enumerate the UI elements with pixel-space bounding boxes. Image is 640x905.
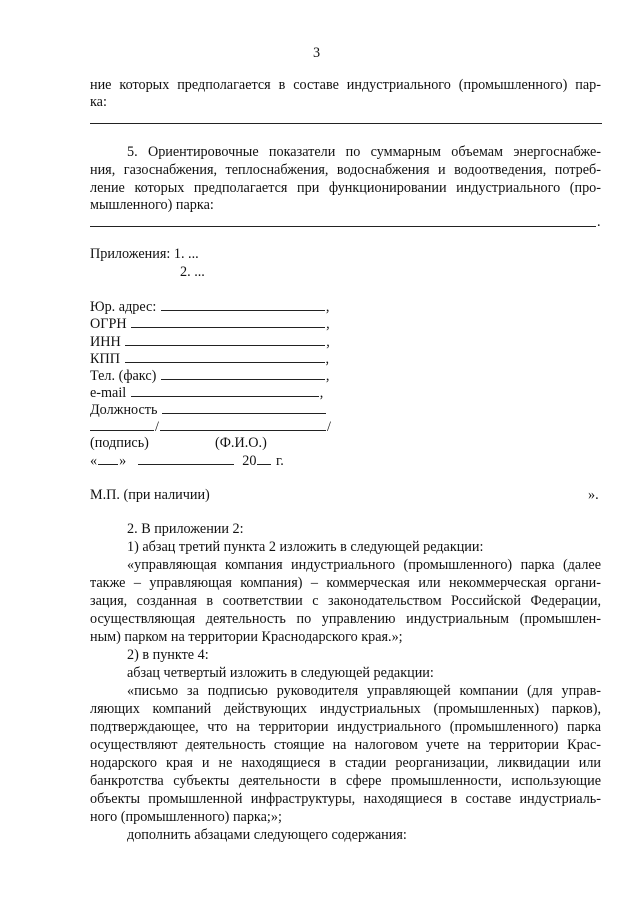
name-blank xyxy=(160,418,326,431)
amendment-text-13: ного (промышленного) парка;»; xyxy=(90,809,282,825)
amendment-text-4: осуществляющая деятельность по управлению индустриальным (промышлен- xyxy=(90,611,601,627)
amendment-text-11: банкротства субъекты деятельности в сфере промышленности, использующие xyxy=(90,773,601,789)
stamp-close-quote: ». xyxy=(588,487,599,503)
section5-line-3: ление которых предполагается при функционировании индустриального (про- xyxy=(90,180,601,196)
address-comma: , xyxy=(325,299,330,315)
amendment-text-3: зация, созданная в соответствии с законодательством Российской Федерации, xyxy=(90,593,601,609)
position-row xyxy=(90,401,327,419)
section4-line-1: ние которых предполагается в составе индустриального (промышленного) пар- xyxy=(90,77,601,93)
signature-caption: (подпись) xyxy=(90,435,149,451)
section4-line-2: ка: xyxy=(90,94,107,110)
kpp-label: КПП xyxy=(90,351,120,367)
date-open-quote: « xyxy=(90,453,98,469)
section5-end-period: . xyxy=(597,214,601,230)
kpp-comma: , xyxy=(325,351,330,367)
phone-label: Тел. (факс) xyxy=(90,368,157,384)
signature-blank xyxy=(90,418,154,431)
name-caption: (Ф.И.О.) xyxy=(215,435,267,451)
email-blank xyxy=(131,384,319,397)
phone-comma: , xyxy=(325,368,330,384)
date-row xyxy=(90,452,284,470)
signature-slash-1: / xyxy=(155,419,159,435)
address-blank xyxy=(161,298,325,311)
month-blank xyxy=(138,452,234,465)
amendment-text-14: дополнить абзацами следующего содержания: xyxy=(127,827,407,843)
amendment-text-8: подтверждающее, что на территории индустриального (промышленного) парка xyxy=(90,719,601,735)
section5-line-2: ния, газоснабжения, теплоснабжения, водоснабжения и водоотведения, потреб- xyxy=(90,162,601,178)
phone-blank xyxy=(161,367,325,380)
amendment-heading: 2. В приложении 2: xyxy=(127,521,244,537)
amendment-item-1: 1) абзац третий пункта 2 изложить в следующей редакции: xyxy=(127,539,484,555)
year-prefix: 20 xyxy=(242,453,257,469)
stamp-note: М.П. (при наличии) xyxy=(90,487,210,503)
kpp-blank xyxy=(125,350,325,363)
position-label: Должность xyxy=(90,402,158,418)
ogrn-comma: , xyxy=(326,316,330,332)
section5-line-1: 5. Ориентировочные показатели по суммарным объемам энергоснабже- xyxy=(127,144,601,160)
kpp-row xyxy=(90,350,329,368)
year-suffix: г. xyxy=(276,453,284,469)
amendment-item-2: 2) в пункте 4: xyxy=(127,647,209,663)
inn-blank xyxy=(125,333,325,346)
amendment-text-1: «управляющая компания индустриального (промышленного) парка (далее xyxy=(127,557,601,573)
amendment-text-2: также – управляющая компания) – коммерческая или некоммерческая органи- xyxy=(90,575,601,591)
year-blank xyxy=(257,452,271,465)
amendment-text-6: «письмо за подписью руководителя управляющей компании (для управ- xyxy=(127,683,601,699)
section4-fill-line xyxy=(90,123,602,124)
amendment-text-5: ным) парком на территории Краснодарского края.»; xyxy=(90,629,403,645)
phone-row xyxy=(90,367,329,385)
amendment-text-10: нодарского края и не находящиеся в стадии реорганизации, ликвидации или xyxy=(90,755,601,771)
page-number: 3 xyxy=(313,45,321,61)
address-label: Юр. адрес: xyxy=(90,299,157,315)
inn-row xyxy=(90,333,330,351)
day-blank xyxy=(98,452,118,465)
section5-fill-line xyxy=(90,226,596,227)
inn-comma: , xyxy=(326,334,330,350)
section5-line-4: мышленного) парка: xyxy=(90,197,214,213)
email-label: e-mail xyxy=(90,385,127,401)
date-close-quote: » xyxy=(119,453,127,469)
inn-label: ИНН xyxy=(90,334,121,350)
attachment-item-2: 2. ... xyxy=(180,264,205,280)
email-row xyxy=(90,384,323,402)
attachments-label: Приложения: 1. ... xyxy=(90,246,199,262)
ogrn-blank xyxy=(131,315,325,328)
signature-slash-2: / xyxy=(326,419,331,435)
amendment-text-12: объекты промышленной инфраструктуры, находящиеся в составе индустриаль- xyxy=(90,791,601,807)
amendment-text-7: ляющих компаний действующих индустриальных (промышленных) парков), xyxy=(90,701,601,717)
position-blank xyxy=(162,401,326,414)
email-comma: , xyxy=(319,385,324,401)
ogrn-label: ОГРН xyxy=(90,316,127,332)
address-row xyxy=(90,298,329,316)
amendment-subitem: абзац четвертый изложить в следующей редакции: xyxy=(127,665,434,681)
amendment-text-9: осуществляют деятельность стоящие на налоговом учете на территории Крас- xyxy=(90,737,601,753)
ogrn-row xyxy=(90,315,330,333)
